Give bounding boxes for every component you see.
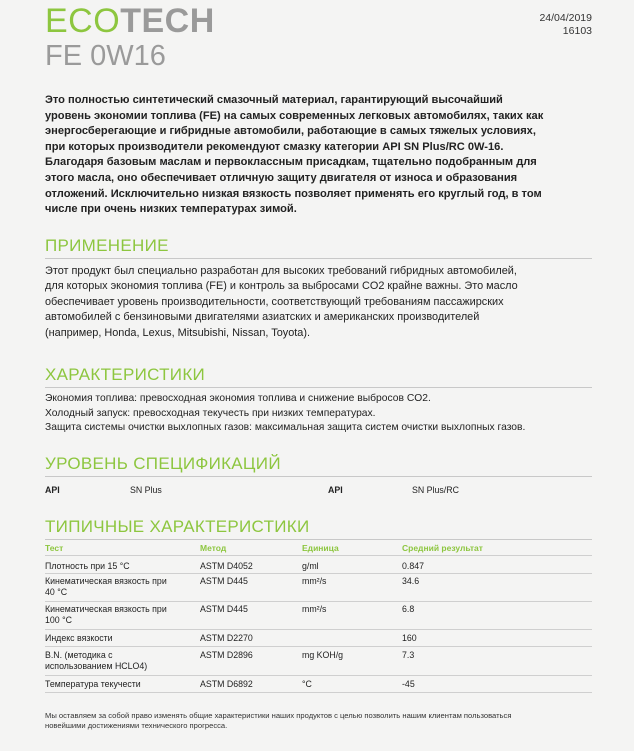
application-title: ПРИМЕНЕНИЕ	[45, 236, 169, 255]
characteristic-line: Экономия топлива: превосходная экономия топлива и снижение выбросов CO2.	[45, 393, 431, 404]
intro-line: отложений. Исключительно низкая вязкость позволяет применять его круглый год, в том	[45, 187, 542, 200]
table-row-divider	[45, 692, 592, 693]
intro-line: этого масла, оно обеспечивает отличную защиту двигателя от износа и образования	[45, 171, 518, 184]
table-cell-value: 6.8	[402, 604, 415, 614]
spec-label: API	[45, 485, 60, 495]
brand-block	[45, 2, 215, 70]
characteristics-text	[45, 392, 595, 436]
spec-value: SN Plus	[130, 485, 162, 495]
document-date: 24/04/2019	[539, 12, 592, 24]
characteristic-line: Защита системы очистки выхлопных газов: максимальная защита систем очистки выхлопных газов.	[45, 422, 526, 434]
table-cell-test: Кинематическая вязкость при	[45, 604, 167, 614]
table-cell-method: ASTM D445	[200, 576, 248, 586]
table-cell-value: 0.847	[402, 561, 425, 571]
intro-line: при которых производители рекомендуют смазку категории API SN Plus/RC 0W-16.	[45, 140, 504, 153]
table-row-divider	[45, 555, 592, 556]
table-cell-test: 100 °C	[45, 615, 72, 625]
table-header-result: Средний результат	[402, 543, 483, 553]
document-meta	[539, 12, 592, 38]
intro-line: Благодаря базовым маслам и первоклассным присадкам, тщательно подобранным для	[45, 156, 537, 169]
table-cell-test: Плотность при 15 °C	[45, 561, 130, 571]
application-line: Этот продукт был специально разработан для высоких требований гибридных автомобилей,	[45, 265, 517, 277]
characteristics-title: ХАРАКТЕРИСТИКИ	[45, 365, 206, 384]
table-cell-method: ASTM D2896	[200, 650, 253, 660]
brand-logo	[45, 2, 215, 40]
table-cell-value: 7.3	[402, 650, 415, 660]
table-cell-unit: mm²/s	[302, 604, 327, 614]
typical-title: ТИПИЧНЫЕ ХАРАКТЕРИСТИКИ	[45, 517, 310, 536]
spec-value: SN Plus/RC	[412, 485, 459, 495]
table-header-unit: Единица	[302, 543, 339, 553]
table-cell-unit: °C	[302, 679, 312, 689]
intro-paragraph	[45, 93, 593, 218]
table-cell-test: Индекс вязкости	[45, 633, 113, 643]
table-cell-method: ASTM D445	[200, 604, 248, 614]
table-row-divider	[45, 675, 592, 676]
application-text	[45, 264, 595, 341]
table-cell-test: Кинематическая вязкость при	[45, 576, 167, 586]
table-cell-test: B.N. (методика с	[45, 650, 113, 660]
document-code: 16103	[562, 25, 592, 37]
intro-line: числе при очень низких температурах зимой.	[45, 203, 297, 216]
application-line: (например, Honda, Lexus, Mitsubishi, Nissan, Toyota).	[45, 326, 310, 339]
characteristic-line: Холодный запуск: превосходная текучесть при низких температурах.	[45, 407, 376, 419]
spec-label: API	[328, 485, 343, 495]
table-cell-value: 34.6	[402, 576, 420, 586]
product-grade: FE 0W16	[45, 40, 166, 72]
brand-eco: ECO	[45, 2, 121, 40]
section-divider	[45, 476, 592, 477]
table-cell-test: Температура текучести	[45, 679, 141, 689]
intro-line: энергосберегающие и гибридные автомобили, работающие в самых тяжелых условиях,	[45, 125, 536, 138]
table-cell-method: ASTM D2270	[200, 633, 253, 643]
intro-line: Это полностью синтетический смазочный материал, гарантирующий высочайший	[45, 94, 503, 106]
table-cell-unit: g/ml	[302, 561, 319, 571]
table-cell-method: ASTM D4052	[200, 561, 253, 571]
brand-tech: TECH	[120, 2, 215, 40]
footnote	[45, 711, 593, 731]
table-header-test: Тест	[45, 543, 64, 553]
table-cell-unit: mg KOH/g	[302, 650, 344, 660]
application-line: для которых экономия топлива (FE) и контроль за выбросами CO2 крайне важны. Это масло	[45, 280, 518, 293]
footnote-line: новейшими достижениями технического прогресса.	[45, 721, 228, 730]
table-row-divider	[45, 629, 592, 630]
table-cell-test: 40 °C	[45, 587, 68, 597]
table-cell-method: ASTM D6892	[200, 679, 253, 689]
section-divider	[45, 539, 592, 540]
table-row-divider	[45, 573, 592, 574]
footnote-line: Мы оставляем за собой право изменять общие характеристики наших продуктов с целью позволить нашим клиентам пользоваться	[45, 711, 512, 720]
table-cell-test: использованием HCLO4)	[45, 661, 148, 671]
table-row-divider	[45, 646, 592, 647]
application-line: автомобилей с бензиновыми двигателями азиатских и американских производителей	[45, 311, 480, 324]
section-divider	[45, 387, 592, 388]
table-cell-unit: mm²/s	[302, 576, 327, 586]
table-cell-value: 160	[402, 633, 417, 643]
specs-title: УРОВЕНЬ СПЕЦИФИКАЦИЙ	[45, 454, 281, 473]
section-divider	[45, 258, 592, 259]
table-cell-value: -45	[402, 679, 415, 689]
table-row-divider	[45, 601, 592, 602]
application-line: обеспечивает уровень производительности, соответствующий требованиям пассажирских	[45, 295, 504, 308]
table-header-method: Метод	[200, 543, 227, 553]
intro-line: уровень экономии топлива (FE) на самых современных легковых автомобилях, таких как	[45, 109, 544, 122]
